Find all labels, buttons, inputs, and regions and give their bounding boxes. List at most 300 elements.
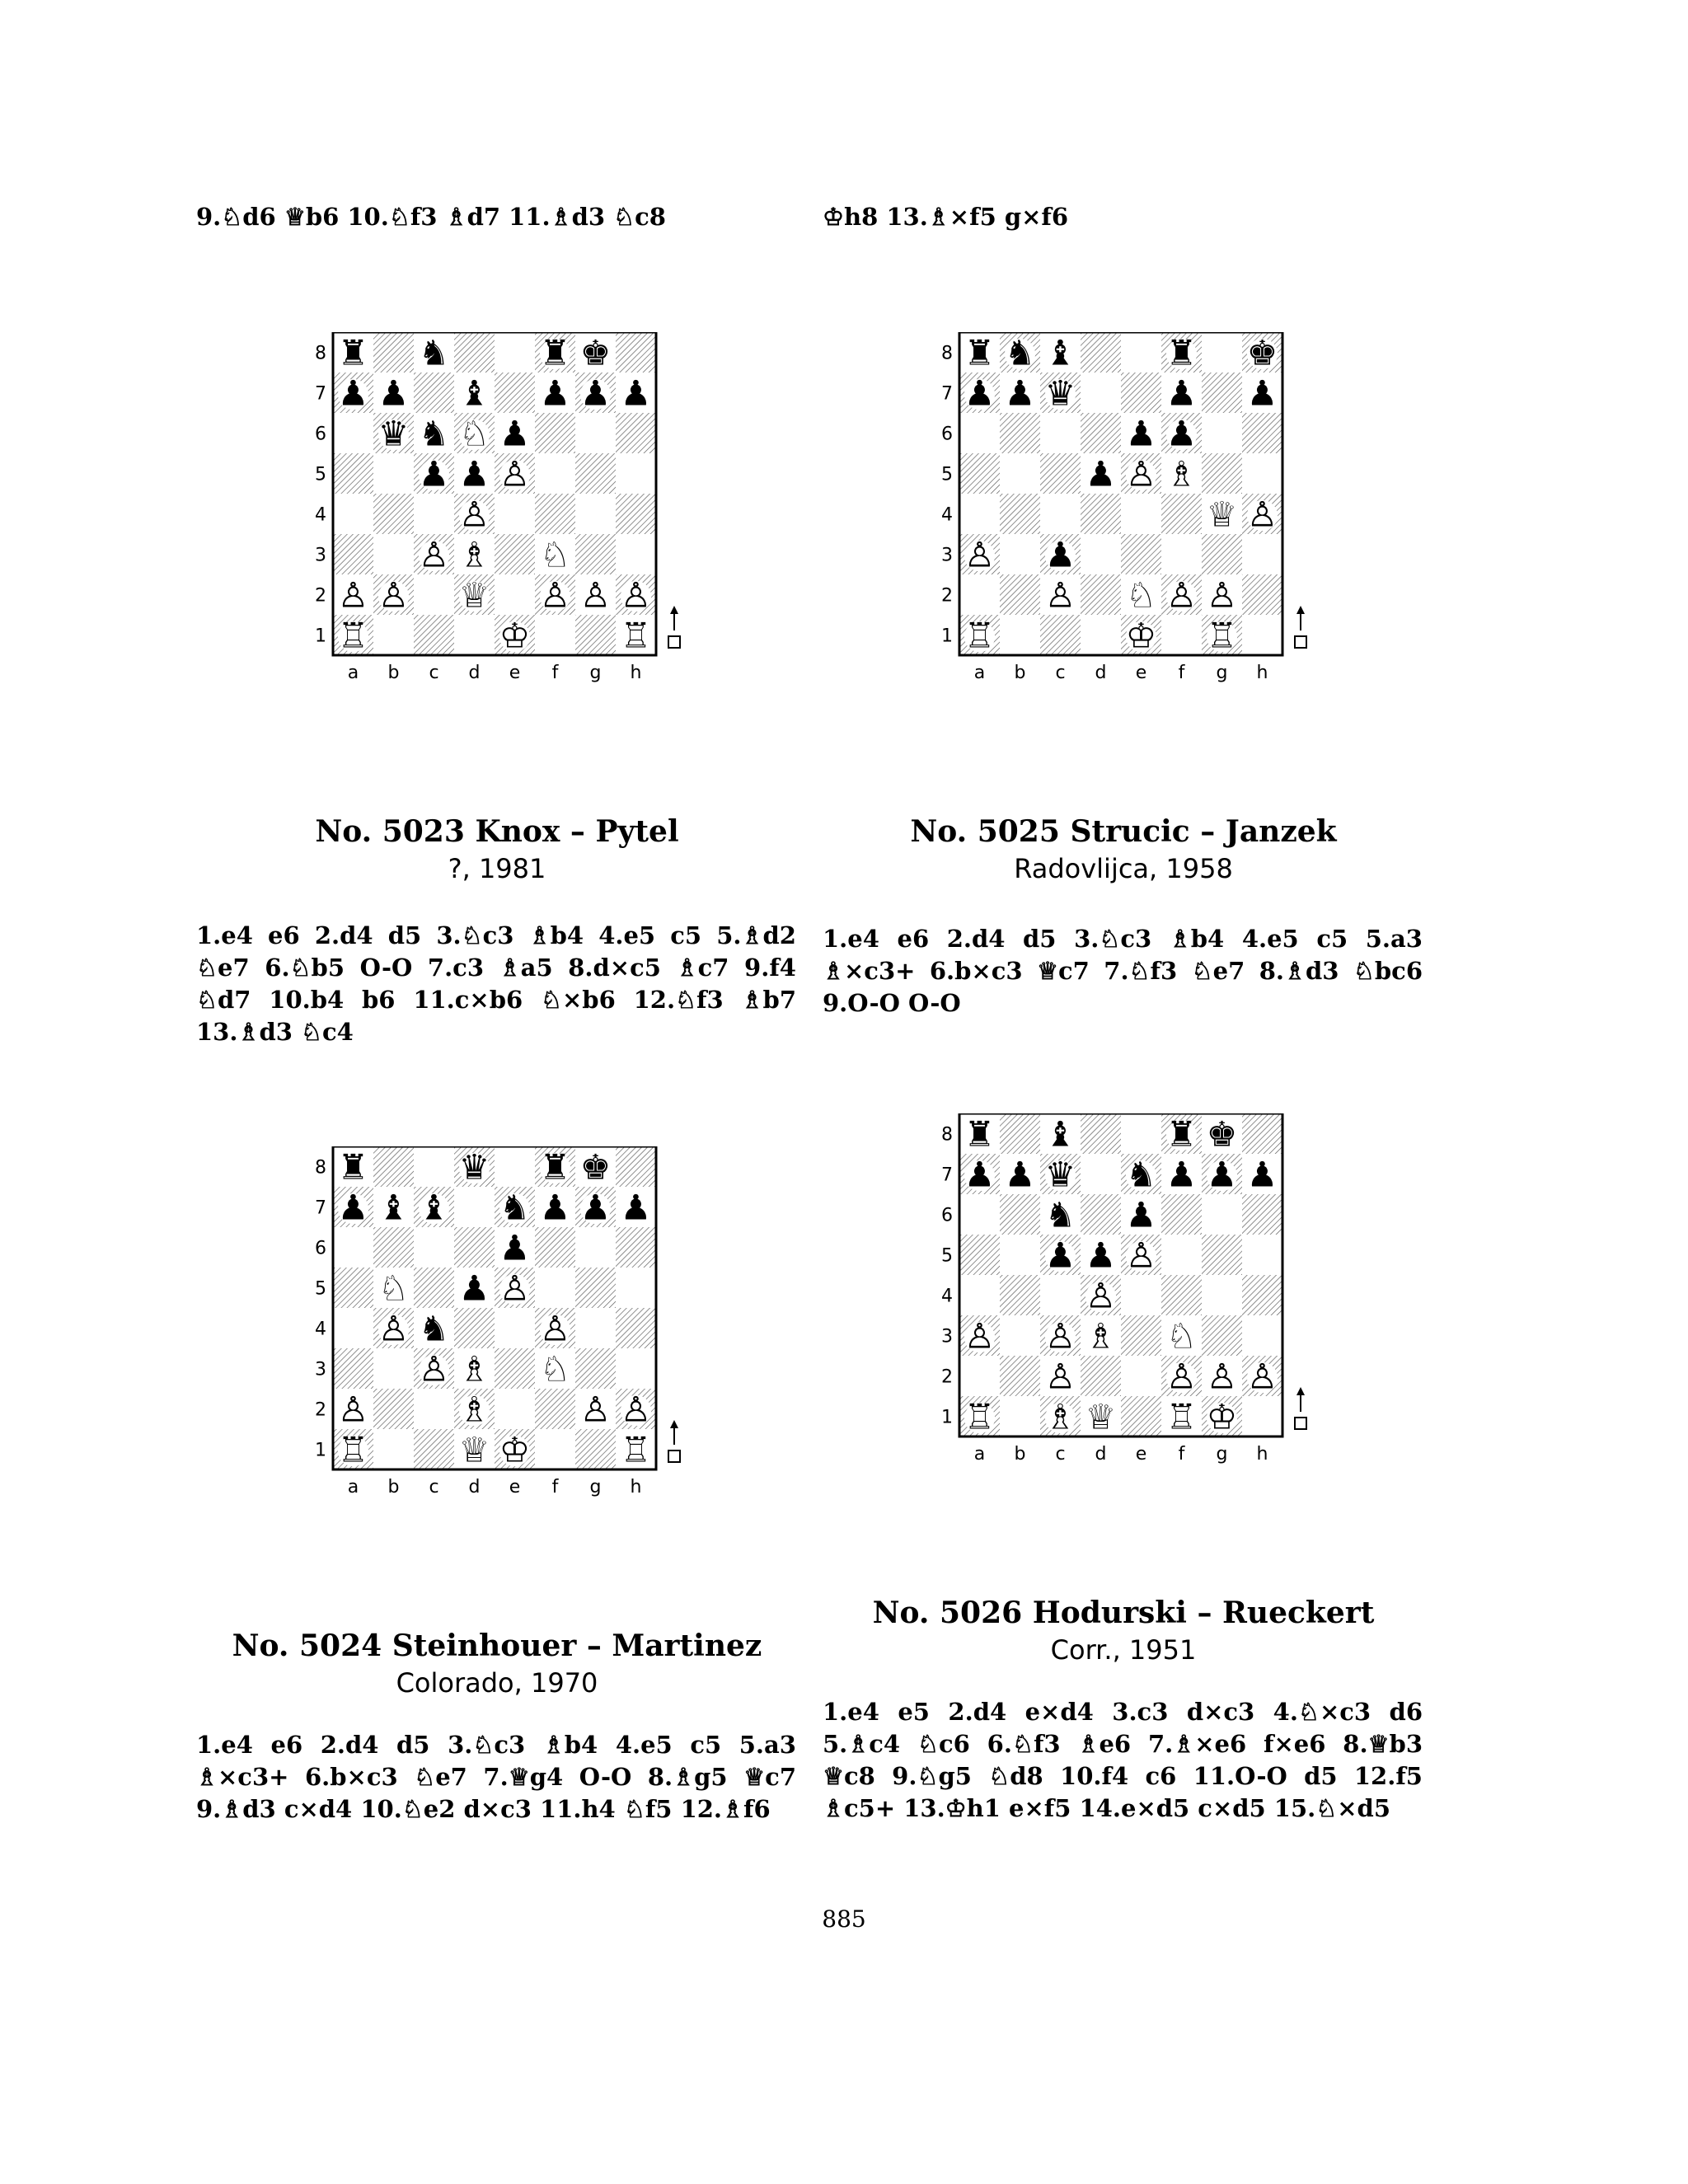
- black-pawn-piece: ♟: [458, 1268, 490, 1309]
- white-pawn-piece: ♙: [1246, 494, 1278, 535]
- light-square: [575, 494, 616, 534]
- light-square: [1161, 615, 1202, 655]
- white-rook-piece: ♖: [1206, 615, 1238, 656]
- rank-label: 3: [941, 1326, 953, 1347]
- dark-square: [1161, 1194, 1202, 1235]
- dark-square: [1040, 615, 1081, 655]
- dark-square: [1202, 373, 1242, 413]
- file-label: e: [509, 663, 521, 683]
- file-label: f: [1178, 1444, 1185, 1465]
- file-label: a: [347, 1477, 359, 1497]
- dark-square: [1242, 1275, 1282, 1315]
- dark-square: [333, 453, 373, 494]
- light-square: [1242, 534, 1282, 574]
- black-pawn-piece: ♟: [1085, 1235, 1117, 1276]
- white-pawn-piece: ♙: [418, 1348, 450, 1390]
- light-square: [333, 494, 373, 534]
- black-knight-piece: ♞: [1004, 332, 1036, 373]
- light-square: [535, 453, 575, 494]
- rank-label: 2: [941, 585, 953, 607]
- dark-square: [1081, 1194, 1121, 1235]
- dark-square: [495, 1348, 535, 1389]
- white-pawn-piece: ♙: [337, 1389, 369, 1430]
- dark-square: [1000, 1113, 1040, 1154]
- rank-label: 6: [315, 1238, 326, 1259]
- rank-label: 5: [315, 1278, 326, 1300]
- light-square: [414, 574, 454, 615]
- dark-square: [1161, 494, 1202, 534]
- light-square: [1000, 615, 1040, 655]
- black-bishop-piece: ♝: [1044, 1113, 1076, 1155]
- white-pawn-piece: ♙: [1085, 1275, 1117, 1316]
- dark-square: [575, 1429, 616, 1469]
- black-pawn-piece: ♟: [377, 373, 410, 414]
- dark-square: [616, 332, 656, 373]
- white-pawn-piece: ♙: [579, 574, 612, 616]
- game-event: ?, 1981: [448, 853, 546, 884]
- dark-square: [616, 1308, 656, 1348]
- dark-square: [1242, 1113, 1282, 1154]
- white-pawn-piece: ♙: [458, 494, 490, 535]
- chess-diagram: [936, 332, 1327, 685]
- dark-square: [1000, 413, 1040, 453]
- light-square: [1202, 1275, 1242, 1315]
- white-pawn-piece: ♙: [1044, 574, 1076, 616]
- rank-label: 5: [941, 1245, 953, 1267]
- rank-label: 1: [315, 1440, 326, 1461]
- white-rook-piece: ♖: [964, 1396, 996, 1437]
- chess-diagram: [310, 332, 701, 685]
- light-square: [1000, 534, 1040, 574]
- black-rook-piece: ♜: [964, 1113, 996, 1155]
- white-queen-piece: ♕: [1206, 494, 1238, 535]
- dark-square: [414, 615, 454, 655]
- white-rook-piece: ♖: [620, 615, 652, 656]
- black-pawn-piece: ♟: [1165, 413, 1198, 454]
- light-square: [575, 1227, 616, 1268]
- light-square: [1161, 534, 1202, 574]
- dark-square: [1081, 574, 1121, 615]
- file-label: d: [1095, 663, 1107, 683]
- rank-label: 6: [315, 424, 326, 445]
- light-square: [1202, 1194, 1242, 1235]
- dark-square: [495, 373, 535, 413]
- dark-square: [495, 534, 535, 574]
- light-square: [333, 1308, 373, 1348]
- black-pawn-piece: ♟: [337, 1187, 369, 1228]
- dark-square: [414, 373, 454, 413]
- black-rook-piece: ♜: [1165, 332, 1198, 373]
- black-queen-piece: ♛: [1044, 373, 1076, 414]
- light-square: [1040, 413, 1081, 453]
- light-square: [1242, 1396, 1282, 1436]
- light-square: [495, 332, 535, 373]
- black-pawn-piece: ♟: [1125, 1194, 1157, 1235]
- side-to-move-indicator: [668, 606, 680, 648]
- dark-square: [373, 1146, 414, 1187]
- light-square: [1000, 1235, 1040, 1275]
- white-pawn-piece: ♙: [1206, 1356, 1238, 1397]
- white-pawn-piece: ♙: [620, 1389, 652, 1430]
- light-square: [495, 1308, 535, 1348]
- rank-label: 3: [315, 545, 326, 566]
- white-bishop-piece: ♗: [1165, 453, 1198, 494]
- light-square: [414, 494, 454, 534]
- light-square: [495, 574, 535, 615]
- game-event: Colorado, 1970: [396, 1667, 598, 1699]
- light-square: [373, 1429, 414, 1469]
- file-label: h: [630, 1477, 642, 1497]
- white-rook-piece: ♖: [337, 1429, 369, 1470]
- dark-square: [616, 1227, 656, 1268]
- light-square: [535, 1429, 575, 1469]
- file-label: g: [1216, 663, 1228, 683]
- black-knight-piece: ♞: [1125, 1154, 1157, 1195]
- light-square: [495, 1389, 535, 1429]
- file-label: b: [387, 663, 400, 683]
- dark-square: [454, 1227, 495, 1268]
- light-square: [1202, 332, 1242, 373]
- white-pawn-piece: ♙: [1206, 574, 1238, 616]
- white-rook-piece: ♖: [337, 615, 369, 656]
- game-title: No. 5023 Knox – Pytel: [315, 814, 679, 849]
- black-pawn-piece: ♟: [964, 373, 996, 414]
- white-knight-piece: ♘: [458, 413, 490, 454]
- side-to-move-indicator: [1295, 606, 1306, 648]
- black-pawn-piece: ♟: [418, 453, 450, 494]
- file-label: a: [973, 663, 986, 683]
- black-pawn-piece: ♟: [1085, 453, 1117, 494]
- rank-label: 4: [941, 504, 953, 526]
- black-pawn-piece: ♟: [539, 1187, 571, 1228]
- black-pawn-piece: ♟: [1165, 1154, 1198, 1195]
- light-square: [959, 1275, 1000, 1315]
- file-label: c: [1055, 1444, 1066, 1465]
- dark-square: [1000, 574, 1040, 615]
- rank-label: 1: [941, 626, 953, 647]
- chess-board: [936, 1113, 1327, 1466]
- white-king-piece: ♔: [499, 615, 531, 656]
- black-bishop-piece: ♝: [458, 373, 490, 414]
- rank-label: 8: [315, 343, 326, 364]
- black-pawn-piece: ♟: [458, 453, 490, 494]
- white-pawn-piece: ♙: [1165, 1356, 1198, 1397]
- dark-square: [373, 494, 414, 534]
- game-heading: [196, 1627, 798, 1701]
- light-square: [1040, 1275, 1081, 1315]
- light-square: [1242, 615, 1282, 655]
- rank-label: 2: [315, 585, 326, 607]
- black-pawn-piece: ♟: [1004, 373, 1036, 414]
- light-square: [1242, 1315, 1282, 1356]
- file-label: g: [1216, 1444, 1228, 1465]
- dark-square: [1242, 1194, 1282, 1235]
- black-bishop-piece: ♝: [418, 1187, 450, 1228]
- file-label: e: [509, 1477, 521, 1497]
- black-queen-piece: ♛: [458, 1146, 490, 1188]
- page-number: 885: [822, 1905, 866, 1933]
- black-pawn-piece: ♟: [539, 373, 571, 414]
- black-knight-piece: ♞: [1044, 1194, 1076, 1235]
- dark-square: [535, 494, 575, 534]
- light-square: [616, 453, 656, 494]
- white-knight-piece: ♘: [539, 534, 571, 575]
- game-title: No. 5025 Strucic – Janzek: [910, 814, 1337, 849]
- light-square: [1121, 1113, 1161, 1154]
- rank-label: 4: [315, 504, 326, 526]
- dark-square: [333, 534, 373, 574]
- white-knight-piece: ♘: [1165, 1315, 1198, 1357]
- rank-label: 6: [941, 424, 953, 445]
- black-rook-piece: ♜: [539, 332, 571, 373]
- dark-square: [1081, 413, 1121, 453]
- file-label: b: [1014, 1444, 1026, 1465]
- rank-label: 3: [941, 545, 953, 566]
- light-square: [373, 534, 414, 574]
- chess-diagram: [310, 1146, 701, 1499]
- light-square: [1121, 1356, 1161, 1396]
- game-heading: [823, 1594, 1424, 1668]
- black-pawn-piece: ♟: [620, 373, 652, 414]
- light-square: [616, 534, 656, 574]
- white-pawn-piece: ♙: [1125, 453, 1157, 494]
- file-label: e: [1135, 1444, 1147, 1465]
- file-label: f: [551, 1477, 559, 1497]
- light-square: [575, 413, 616, 453]
- light-square: [959, 574, 1000, 615]
- dark-square: [535, 1227, 575, 1268]
- light-square: [414, 1146, 454, 1187]
- dark-square: [1242, 574, 1282, 615]
- rank-label: 7: [315, 1197, 326, 1219]
- black-pawn-piece: ♟: [1004, 1154, 1036, 1195]
- dark-square: [1121, 534, 1161, 574]
- light-square: [616, 1348, 656, 1389]
- white-pawn-piece: ♙: [539, 574, 571, 616]
- chess-board: [310, 1146, 701, 1499]
- game-heading: [823, 813, 1424, 887]
- white-rook-piece: ♖: [1165, 1396, 1198, 1437]
- white-bishop-piece: ♗: [458, 534, 490, 575]
- light-square: [373, 453, 414, 494]
- white-king-piece: ♔: [1206, 1396, 1238, 1437]
- light-square: [1242, 453, 1282, 494]
- dark-square: [414, 1429, 454, 1469]
- black-pawn-piece: ♟: [620, 1187, 652, 1228]
- game-moves: 1.e4 e5 2.d4 e×d4 3.c3 d×c3 4.♘×c3 d6 5.♗c4 ♘c6 6.♘f3 ♗e6 7.♗×e6 f×e6 8.♕b3 ♕c8 9.♘g5 ♘d8 10.f4 c6 11.O-O d5 12.f5 ♗c5+ 13.♔h1 e×f5 14.e×d5 c×d5 15.♘×d5: [823, 1698, 1423, 1822]
- game-event: Radovlijca, 1958: [1014, 853, 1233, 884]
- black-pawn-piece: ♟: [1044, 1235, 1076, 1276]
- black-rook-piece: ♜: [337, 1146, 369, 1188]
- dark-square: [535, 413, 575, 453]
- white-pawn-piece: ♙: [964, 534, 996, 575]
- file-label: h: [1256, 663, 1268, 683]
- dark-square: [1000, 1194, 1040, 1235]
- dark-square: [575, 1348, 616, 1389]
- white-knight-piece: ♘: [539, 1348, 571, 1390]
- white-queen-piece: ♕: [458, 574, 490, 616]
- file-label: g: [589, 663, 602, 683]
- black-pawn-piece: ♟: [499, 413, 531, 454]
- white-queen-piece: ♕: [1085, 1396, 1117, 1437]
- file-label: d: [468, 1477, 481, 1497]
- dark-square: [1000, 1275, 1040, 1315]
- black-rook-piece: ♜: [964, 332, 996, 373]
- light-square: [1081, 615, 1121, 655]
- light-square: [454, 1187, 495, 1227]
- light-square: [1202, 413, 1242, 453]
- light-square: [1121, 332, 1161, 373]
- black-pawn-piece: ♟: [579, 373, 612, 414]
- black-knight-piece: ♞: [418, 413, 450, 454]
- light-square: [535, 1268, 575, 1308]
- dark-square: [535, 1389, 575, 1429]
- file-label: d: [1095, 1444, 1107, 1465]
- file-label: h: [1256, 1444, 1268, 1465]
- chess-board: [310, 332, 701, 685]
- white-pawn-piece: ♙: [539, 1308, 571, 1349]
- white-pawn-piece: ♙: [499, 1268, 531, 1309]
- black-king-piece: ♚: [1206, 1113, 1238, 1155]
- black-king-piece: ♚: [1246, 332, 1278, 373]
- black-pawn-piece: ♟: [499, 1227, 531, 1268]
- dark-square: [1202, 1235, 1242, 1275]
- white-king-piece: ♔: [499, 1429, 531, 1470]
- white-pawn-piece: ♙: [377, 574, 410, 616]
- rank-label: 6: [941, 1205, 953, 1226]
- file-label: b: [387, 1477, 400, 1497]
- light-square: [959, 494, 1000, 534]
- white-pawn-piece: ♙: [377, 1308, 410, 1349]
- dark-square: [1202, 534, 1242, 574]
- dark-square: [959, 1235, 1000, 1275]
- dark-square: [1081, 494, 1121, 534]
- light-square: [333, 413, 373, 453]
- light-square: [1081, 373, 1121, 413]
- dark-square: [616, 494, 656, 534]
- light-square: [1000, 1315, 1040, 1356]
- rank-label: 8: [315, 1157, 326, 1179]
- white-bishop-piece: ♗: [1085, 1315, 1117, 1357]
- dark-square: [575, 615, 616, 655]
- white-pawn-piece: ♙: [1165, 574, 1198, 616]
- black-king-piece: ♚: [579, 332, 612, 373]
- light-square: [535, 615, 575, 655]
- dark-square: [1202, 1315, 1242, 1356]
- light-square: [373, 1348, 414, 1389]
- light-square: [414, 1227, 454, 1268]
- rank-label: 5: [315, 464, 326, 485]
- light-square: [1161, 1235, 1202, 1275]
- file-label: c: [429, 663, 439, 683]
- dark-square: [454, 1308, 495, 1348]
- light-square: [454, 615, 495, 655]
- dark-square: [575, 453, 616, 494]
- rank-label: 4: [315, 1319, 326, 1340]
- side-to-move-indicator: [668, 1420, 680, 1462]
- black-knight-piece: ♞: [499, 1187, 531, 1228]
- white-bishop-piece: ♗: [458, 1348, 490, 1390]
- dark-square: [1040, 453, 1081, 494]
- dark-square: [1121, 1315, 1161, 1356]
- black-bishop-piece: ♝: [377, 1187, 410, 1228]
- dark-square: [1242, 413, 1282, 453]
- rank-label: 5: [941, 464, 953, 485]
- black-rook-piece: ♜: [337, 332, 369, 373]
- light-square: [1121, 494, 1161, 534]
- light-square: [414, 1389, 454, 1429]
- light-square: [575, 1308, 616, 1348]
- light-square: [1040, 494, 1081, 534]
- continuation-moves-right: ♔h8 13.♗×f5 g×f6: [823, 203, 1069, 231]
- chess-diagram: [936, 1113, 1327, 1466]
- file-label: a: [973, 1444, 986, 1465]
- light-square: [959, 1194, 1000, 1235]
- dark-square: [373, 332, 414, 373]
- dark-square: [414, 1268, 454, 1308]
- white-rook-piece: ♖: [964, 615, 996, 656]
- black-king-piece: ♚: [579, 1146, 612, 1188]
- light-square: [959, 1356, 1000, 1396]
- white-king-piece: ♔: [1125, 615, 1157, 656]
- game-moves: 1.e4 e6 2.d4 d5 3.♘c3 ♗b4 4.e5 c5 5.a3 ♗×c3+ 6.b×c3 ♕c7 7.♘f3 ♘e7 8.♗d3 ♘bc6 9.O-O O-O: [823, 925, 1423, 1017]
- black-pawn-piece: ♟: [337, 373, 369, 414]
- game-heading: [196, 813, 798, 887]
- white-queen-piece: ♕: [458, 1429, 490, 1470]
- white-pawn-piece: ♙: [418, 534, 450, 575]
- light-square: [1081, 1154, 1121, 1194]
- white-pawn-piece: ♙: [1246, 1356, 1278, 1397]
- dark-square: [1000, 1356, 1040, 1396]
- white-pawn-piece: ♙: [579, 1389, 612, 1430]
- white-bishop-piece: ♗: [1044, 1396, 1076, 1437]
- rank-label: 8: [941, 1124, 953, 1146]
- rank-label: 8: [941, 343, 953, 364]
- file-label: c: [429, 1477, 439, 1497]
- file-label: f: [551, 663, 559, 683]
- dark-square: [575, 534, 616, 574]
- black-knight-piece: ♞: [418, 1308, 450, 1349]
- dark-square: [373, 1389, 414, 1429]
- file-label: b: [1014, 663, 1026, 683]
- game-moves: 1.e4 e6 2.d4 d5 3.♘c3 ♗b4 4.e5 c5 5.♗d2 ♘e7 6.♘b5 O-O 7.c3 ♗a5 8.d×c5 ♗c7 9.f4 ♘d7 10.b4 b6 11.c×b6 ♘×b6 12.♘f3 ♗b7 13.♗d3 ♘c4: [196, 921, 796, 1046]
- black-pawn-piece: ♟: [1044, 534, 1076, 575]
- side-to-move-indicator: [1295, 1387, 1306, 1429]
- light-square: [1242, 1235, 1282, 1275]
- white-rook-piece: ♖: [620, 1429, 652, 1470]
- file-label: g: [589, 1477, 602, 1497]
- file-label: c: [1055, 663, 1066, 683]
- white-pawn-piece: ♙: [1044, 1315, 1076, 1357]
- light-square: [333, 1227, 373, 1268]
- rank-label: 2: [315, 1399, 326, 1421]
- black-queen-piece: ♛: [1044, 1154, 1076, 1195]
- dark-square: [575, 1268, 616, 1308]
- dark-square: [1161, 1275, 1202, 1315]
- black-bishop-piece: ♝: [1044, 332, 1076, 373]
- white-pawn-piece: ♙: [499, 453, 531, 494]
- white-pawn-piece: ♙: [337, 574, 369, 616]
- dark-square: [1000, 494, 1040, 534]
- white-bishop-piece: ♗: [458, 1389, 490, 1430]
- rank-label: 7: [315, 383, 326, 405]
- white-pawn-piece: ♙: [1125, 1235, 1157, 1276]
- dark-square: [1081, 1113, 1121, 1154]
- dark-square: [1081, 1356, 1121, 1396]
- rank-label: 1: [941, 1407, 953, 1428]
- light-square: [1000, 453, 1040, 494]
- rank-label: 7: [941, 1165, 953, 1186]
